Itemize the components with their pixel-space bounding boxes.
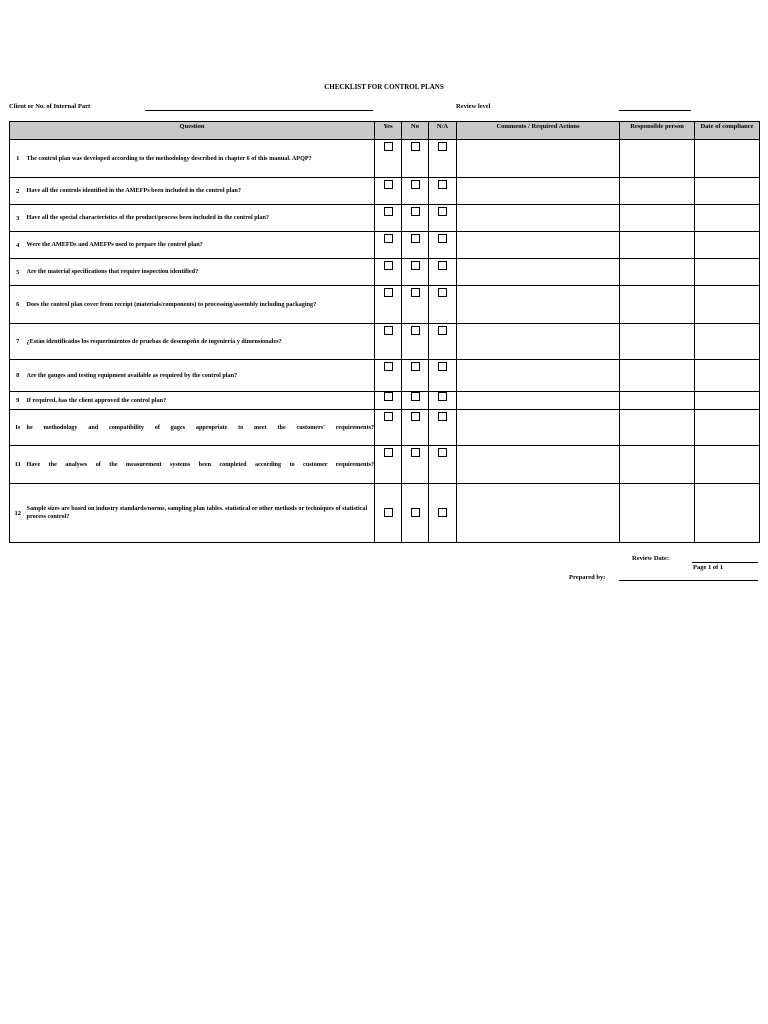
responsible-cell[interactable] bbox=[620, 446, 695, 484]
na-checkbox[interactable] bbox=[438, 142, 447, 151]
responsible-cell[interactable] bbox=[620, 140, 695, 178]
table-row bbox=[10, 484, 760, 543]
date-cell[interactable] bbox=[695, 286, 760, 324]
date-cell[interactable] bbox=[695, 205, 760, 232]
date-cell[interactable] bbox=[695, 392, 760, 410]
table-row bbox=[10, 205, 760, 232]
question-text: Have all the controls identified in the AMEFPs been included in the control plan? bbox=[26, 178, 375, 205]
no-checkbox[interactable] bbox=[411, 207, 420, 216]
comments-cell[interactable] bbox=[457, 259, 620, 286]
date-cell[interactable] bbox=[695, 140, 760, 178]
comments-cell[interactable] bbox=[457, 360, 620, 392]
row-number: Is bbox=[10, 410, 26, 446]
client-field-line[interactable] bbox=[145, 110, 373, 111]
question-text: If required, has the client approved the control plan? bbox=[26, 392, 375, 410]
table-header-row bbox=[10, 122, 760, 140]
table-row bbox=[10, 360, 760, 392]
review-date-label: Review Date: bbox=[632, 555, 669, 562]
no-checkbox[interactable] bbox=[411, 288, 420, 297]
row-number: 4 bbox=[10, 232, 26, 259]
checklist-table bbox=[9, 121, 760, 543]
col-na: N/A bbox=[429, 122, 457, 140]
comments-cell[interactable] bbox=[457, 178, 620, 205]
na-checkbox[interactable] bbox=[438, 288, 447, 297]
row-number: 1 bbox=[10, 140, 26, 178]
na-checkbox[interactable] bbox=[438, 508, 447, 517]
comments-cell[interactable] bbox=[457, 410, 620, 446]
responsible-cell[interactable] bbox=[620, 205, 695, 232]
responsible-cell[interactable] bbox=[620, 259, 695, 286]
comments-cell[interactable] bbox=[457, 392, 620, 410]
no-checkbox[interactable] bbox=[411, 362, 420, 371]
col-yes: Yes bbox=[375, 122, 402, 140]
review-date-field-line[interactable] bbox=[692, 562, 758, 563]
question-text: The control plan was developed according to the methodology described in chapter 6 of this manual. APQP? bbox=[26, 140, 375, 178]
yes-checkbox[interactable] bbox=[384, 207, 393, 216]
na-checkbox[interactable] bbox=[438, 326, 447, 335]
yes-checkbox[interactable] bbox=[384, 180, 393, 189]
review-level-field-line[interactable] bbox=[619, 110, 691, 111]
row-number: 7 bbox=[10, 324, 26, 360]
review-level-label: Review level bbox=[456, 103, 491, 110]
yes-checkbox[interactable] bbox=[384, 326, 393, 335]
prepared-by-field-line[interactable] bbox=[619, 580, 758, 581]
yes-checkbox[interactable] bbox=[384, 288, 393, 297]
question-text: Are the material specifications that require inspection identified? bbox=[26, 259, 375, 286]
col-date: Date of compliance bbox=[695, 122, 760, 140]
yes-checkbox[interactable] bbox=[384, 448, 393, 457]
table-row bbox=[10, 410, 760, 446]
page-title: CHECKLIST FOR CONTROL PLANS bbox=[324, 83, 444, 91]
table-row bbox=[10, 232, 760, 259]
na-checkbox[interactable] bbox=[438, 180, 447, 189]
no-checkbox[interactable] bbox=[411, 261, 420, 270]
no-checkbox[interactable] bbox=[411, 234, 420, 243]
row-number: 2 bbox=[10, 178, 26, 205]
no-checkbox[interactable] bbox=[411, 142, 420, 151]
yes-checkbox[interactable] bbox=[384, 142, 393, 151]
comments-cell[interactable] bbox=[457, 324, 620, 360]
no-checkbox[interactable] bbox=[411, 180, 420, 189]
yes-checkbox[interactable] bbox=[384, 234, 393, 243]
no-checkbox[interactable] bbox=[411, 508, 420, 517]
table-row bbox=[10, 178, 760, 205]
na-checkbox[interactable] bbox=[438, 261, 447, 270]
no-checkbox[interactable] bbox=[411, 448, 420, 457]
no-checkbox[interactable] bbox=[411, 392, 420, 401]
question-text: ¿Están identificados los requerimientos de pruebas de desempeño de ingeniería y dimensionales? bbox=[26, 324, 375, 360]
responsible-cell[interactable] bbox=[620, 484, 695, 543]
date-cell[interactable] bbox=[695, 178, 760, 205]
date-cell[interactable] bbox=[695, 259, 760, 286]
col-responsible: Responsible person bbox=[620, 122, 695, 140]
row-number: 5 bbox=[10, 259, 26, 286]
no-checkbox[interactable] bbox=[411, 326, 420, 335]
page-number: Page 1 of 1 bbox=[693, 564, 724, 571]
date-cell[interactable] bbox=[695, 410, 760, 446]
table-row bbox=[10, 446, 760, 484]
na-checkbox[interactable] bbox=[438, 234, 447, 243]
responsible-cell[interactable] bbox=[620, 286, 695, 324]
date-cell[interactable] bbox=[695, 324, 760, 360]
date-cell[interactable] bbox=[695, 484, 760, 543]
table-row bbox=[10, 324, 760, 360]
date-cell[interactable] bbox=[695, 360, 760, 392]
date-cell[interactable] bbox=[695, 446, 760, 484]
responsible-cell[interactable] bbox=[620, 360, 695, 392]
responsible-cell[interactable] bbox=[620, 232, 695, 259]
yes-checkbox[interactable] bbox=[384, 508, 393, 517]
yes-checkbox[interactable] bbox=[384, 362, 393, 371]
yes-checkbox[interactable] bbox=[384, 261, 393, 270]
row-number: 12 bbox=[10, 484, 26, 543]
date-cell[interactable] bbox=[695, 232, 760, 259]
table-row bbox=[10, 140, 760, 178]
na-checkbox[interactable] bbox=[438, 412, 447, 421]
question-text: Have the analyses of the measurement systems been completed according to customer requirements? bbox=[26, 446, 375, 484]
na-checkbox[interactable] bbox=[438, 448, 447, 457]
na-checkbox[interactable] bbox=[438, 362, 447, 371]
responsible-cell[interactable] bbox=[620, 324, 695, 360]
table-row bbox=[10, 286, 760, 324]
responsible-cell[interactable] bbox=[620, 410, 695, 446]
na-checkbox[interactable] bbox=[438, 207, 447, 216]
na-checkbox[interactable] bbox=[438, 392, 447, 401]
comments-cell[interactable] bbox=[457, 140, 620, 178]
responsible-cell[interactable] bbox=[620, 178, 695, 205]
client-label: Client or No. of Internal Part bbox=[9, 103, 91, 110]
comments-cell[interactable] bbox=[457, 484, 620, 543]
row-number: 9 bbox=[10, 392, 26, 410]
table-row bbox=[10, 259, 760, 286]
comments-cell[interactable] bbox=[457, 205, 620, 232]
table-row bbox=[10, 392, 760, 410]
question-text: he methodology and compatibility of gages appropriate to meet the customers' requirements? bbox=[26, 410, 375, 446]
row-number: 11 bbox=[10, 446, 26, 484]
comments-cell[interactable] bbox=[457, 286, 620, 324]
no-checkbox[interactable] bbox=[411, 412, 420, 421]
col-no: No bbox=[402, 122, 429, 140]
col-comments: Comments / Required Actions bbox=[457, 122, 620, 140]
row-number: 8 bbox=[10, 360, 26, 392]
question-text: Sample sizes are based on industry standards/norms, sampling plan tables. statistical or other methods or techniques of statistical process control? bbox=[26, 484, 375, 543]
col-question: Question bbox=[10, 122, 375, 140]
comments-cell[interactable] bbox=[457, 446, 620, 484]
yes-checkbox[interactable] bbox=[384, 412, 393, 421]
question-text: Are the gauges and testing equipment available as required by the control plan? bbox=[26, 360, 375, 392]
question-text: Were the AMEFDs and AMEFPs used to prepare the control plan? bbox=[26, 232, 375, 259]
question-text: Have all the special characteristics of the product/process been included in the control plan? bbox=[26, 205, 375, 232]
responsible-cell[interactable] bbox=[620, 392, 695, 410]
question-text: Does the control plan cover from receipt (materials/components) to processing/assembly including packaging? bbox=[26, 286, 375, 324]
comments-cell[interactable] bbox=[457, 232, 620, 259]
row-number: 6 bbox=[10, 286, 26, 324]
yes-checkbox[interactable] bbox=[384, 392, 393, 401]
row-number: 3 bbox=[10, 205, 26, 232]
prepared-by-label: Prepared by: bbox=[569, 574, 606, 581]
